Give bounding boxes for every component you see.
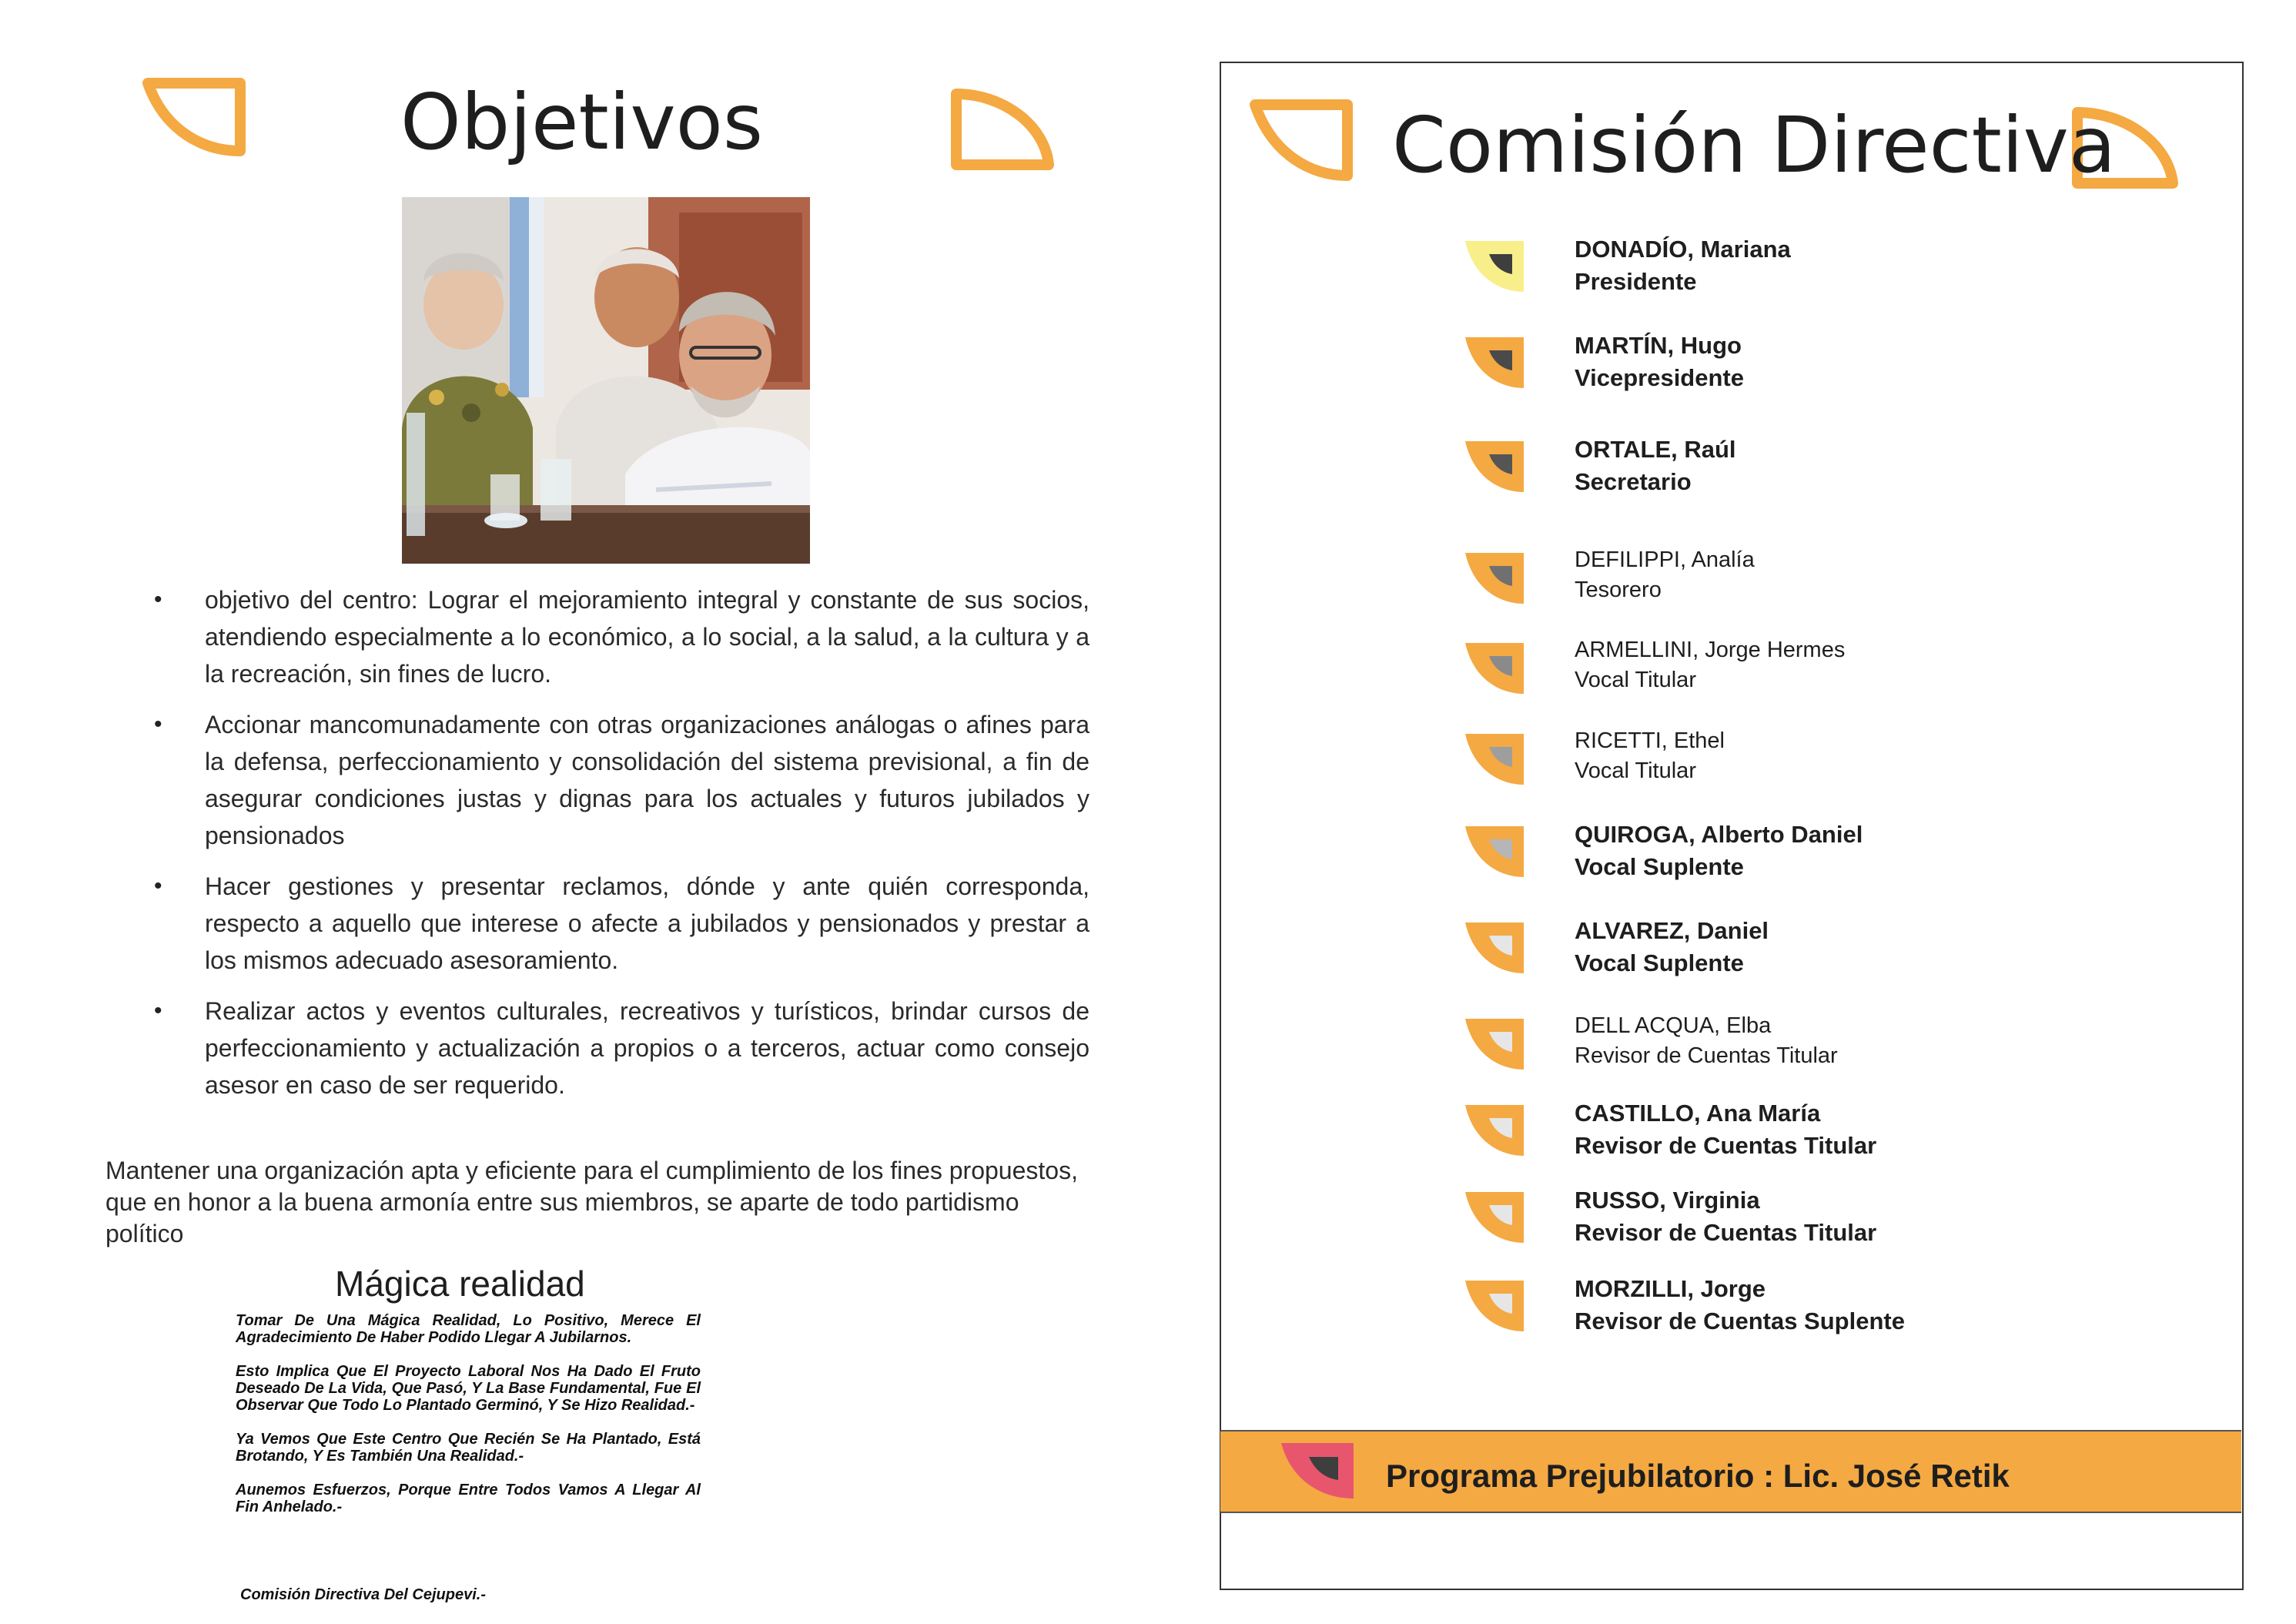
objective-text: Realizar actos y eventos culturales, recreativos y turísticos, brindar cursos de perfeccionamiento y actualización a propios o a terceros, actuar como consejo asesor en caso de ser requerido. bbox=[205, 997, 1089, 1099]
page-title-objetivos: Objetivos bbox=[400, 77, 763, 167]
member-bullet-icon bbox=[1463, 335, 1526, 390]
member-row bbox=[1575, 436, 1736, 496]
magica-realidad-body bbox=[236, 1312, 701, 1532]
member-bullet-icon bbox=[1463, 1190, 1526, 1245]
member-row bbox=[1575, 728, 1725, 784]
member-bullet-icon bbox=[1463, 732, 1526, 787]
member-bullet-icon bbox=[1463, 1103, 1526, 1158]
magica-signature: Comisión Directiva Del Cejupevi.- bbox=[240, 1586, 486, 1603]
member-row bbox=[1575, 917, 1769, 977]
objective-text: objetivo del centro: Lograr el mejoramiento integral y constante de sus socios, atendiendo especialmente a lo económico, a lo social, a la salud, a la cultura y a la recreación, sin fines de lucro. bbox=[205, 586, 1089, 688]
bullet-icon: • bbox=[154, 998, 162, 1023]
member-role: Vicepresidente bbox=[1575, 364, 1744, 391]
member-bullet-icon bbox=[1463, 239, 1526, 294]
corner-decoration-left-2 bbox=[949, 86, 1056, 172]
member-role: Vocal Suplente bbox=[1575, 853, 1744, 880]
member-row bbox=[1575, 821, 1863, 881]
member-bullet-icon bbox=[1463, 439, 1526, 494]
member-row bbox=[1575, 1187, 1876, 1247]
member-role: Vocal Titular bbox=[1575, 668, 1696, 692]
magica-paragraph: Tomar De Una Mágica Realidad, Lo Positivo, Merece El Agradecimiento De Haber Podido Llegar A Jubilarnos. bbox=[236, 1312, 701, 1346]
member-role: Secretario bbox=[1575, 468, 1692, 495]
magica-realidad-title: Mágica realidad bbox=[335, 1264, 585, 1304]
member-row bbox=[1575, 547, 1755, 603]
member-role: Revisor de Cuentas Titular bbox=[1575, 1219, 1877, 1246]
member-name: MARTÍN, Hugo bbox=[1575, 332, 1742, 359]
magica-paragraph: Aunemos Esfuerzos, Porque Entre Todos Vamos A Llegar Al Fin Anhelado.- bbox=[236, 1482, 701, 1515]
page-title-comision: Comisión Directiva bbox=[1392, 100, 2117, 190]
program-icon bbox=[1278, 1440, 1357, 1502]
member-name: DELL ACQUA, Elba bbox=[1575, 1013, 1772, 1038]
member-role: Vocal Suplente bbox=[1575, 949, 1744, 976]
member-bullet-icon bbox=[1463, 1278, 1526, 1334]
program-label: Programa Prejubilatorio : Lic. José Retik bbox=[1386, 1458, 2010, 1494]
member-bullet-icon bbox=[1463, 824, 1526, 879]
corner-decoration-right-1 bbox=[1249, 99, 1354, 182]
member-name: ALVAREZ, Daniel bbox=[1575, 917, 1769, 944]
member-bullet-icon bbox=[1463, 1016, 1526, 1072]
member-name: ORTALE, Raúl bbox=[1575, 436, 1736, 463]
objective-item bbox=[154, 868, 1089, 979]
member-name: RICETTI, Ethel bbox=[1575, 728, 1725, 753]
member-role: Revisor de Cuentas Suplente bbox=[1575, 1308, 1905, 1334]
member-name: QUIROGA, Alberto Daniel bbox=[1575, 821, 1863, 848]
member-row bbox=[1575, 332, 1744, 392]
member-name: MORZILLI, Jorge bbox=[1575, 1275, 1766, 1302]
member-name: DONADÍO, Mariana bbox=[1575, 236, 1791, 263]
member-name: ARMELLINI, Jorge Hermes bbox=[1575, 638, 1846, 662]
corner-decoration-left-1 bbox=[142, 77, 246, 157]
objective-item bbox=[154, 581, 1089, 692]
member-bullet-icon bbox=[1463, 641, 1526, 696]
member-bullet-icon bbox=[1463, 920, 1526, 976]
group-photo bbox=[402, 197, 810, 564]
member-role: Presidente bbox=[1575, 268, 1697, 295]
member-row bbox=[1575, 1013, 1838, 1069]
bullet-icon: • bbox=[154, 587, 162, 612]
objective-text: Accionar mancomunadamente con otras organizaciones análogas o afines para la defensa, perfeccionamiento y consolidación del sistema previsional, a fin de asegurar condiciones justas y dignas para los actuales y futuros jubilados y pensionados bbox=[205, 711, 1089, 849]
member-name: DEFILIPPI, Analía bbox=[1575, 547, 1755, 572]
member-row bbox=[1575, 236, 1791, 296]
mantener-paragraph: Mantener una organización apta y eficiente para el cumplimiento de los fines propuestos, que en honor a la buena armonía entre sus miembros, se aparte de todo partidismo político bbox=[105, 1157, 1078, 1247]
member-role: Revisor de Cuentas Titular bbox=[1575, 1132, 1877, 1159]
member-role: Revisor de Cuentas Titular bbox=[1575, 1043, 1838, 1068]
member-name: CASTILLO, Ana María bbox=[1575, 1100, 1821, 1127]
member-row bbox=[1575, 1100, 1876, 1160]
member-role: Tesorero bbox=[1575, 578, 1662, 602]
objectives-list bbox=[154, 581, 1089, 1117]
member-row bbox=[1575, 638, 1845, 693]
bullet-icon: • bbox=[154, 712, 162, 737]
member-bullet-icon bbox=[1463, 551, 1526, 606]
magica-paragraph: Esto Implica Que El Proyecto Laboral Nos Ha Dado El Fruto Deseado De La Vida, Que Pasó, Y La Base Fundamental, Fue El Observar Que Todo Lo Plantado Germinó, Y Se Hizo Realidad.- bbox=[236, 1363, 701, 1414]
objective-text: Hacer gestiones y presentar reclamos, dónde y ante quién corresponda, respecto a aquello que interese o afecte a jubilados y pensionados y prestar a los mismos adecuado asesoramiento. bbox=[205, 872, 1089, 974]
member-role: Vocal Titular bbox=[1575, 758, 1696, 783]
magica-paragraph: Ya Vemos Que Este Centro Que Recién Se Ha Plantado, Está Brotando, Y Es También Una Realidad.- bbox=[236, 1431, 701, 1465]
member-row bbox=[1575, 1275, 1905, 1335]
bullet-icon: • bbox=[154, 873, 162, 899]
member-name: RUSSO, Virginia bbox=[1575, 1187, 1760, 1214]
objective-item bbox=[154, 706, 1089, 854]
objective-item bbox=[154, 993, 1089, 1103]
